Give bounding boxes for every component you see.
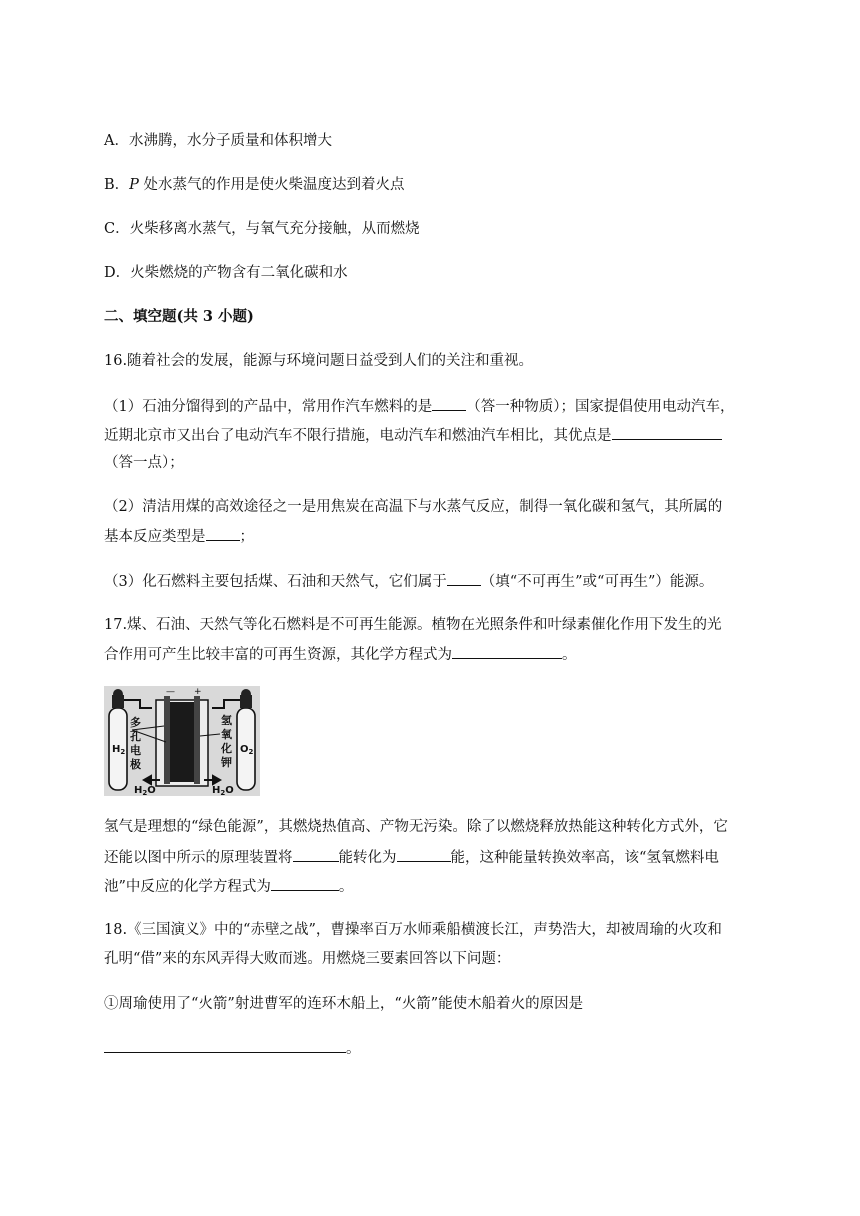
option-c: C．火柴移离水蒸气，与氧气充分接触，从而燃烧	[104, 221, 420, 237]
q18-line3: ①周瑜使用了“火箭”射进曹军的连环木船上，“火箭”能使木船着火的原因是	[104, 996, 584, 1012]
q17-para-text-b1: 还能以图中所示的原理装置将	[104, 850, 293, 866]
q16-part1-text-b: （答一种物质）；国家提倡使用电动汽车，	[466, 399, 735, 415]
option-b-variable: P	[129, 177, 139, 193]
answer-blank[interactable]	[206, 526, 240, 541]
answer-blank[interactable]	[612, 425, 722, 440]
q16-part1-line2	[104, 425, 764, 446]
option-d: D．火柴燃烧的产物含有二氧化碳和水	[104, 265, 348, 281]
label-water-left: $H_2O$	[134, 785, 156, 796]
option-b-prefix: B．	[104, 177, 130, 193]
q16-part1-text-c: 近期北京市又出台了电动汽车不限行措施，电动汽车和燃油汽车相比，其优点是	[104, 428, 612, 444]
answer-blank[interactable]	[293, 847, 339, 862]
label-koh-3: 化	[221, 742, 232, 755]
label-koh-2: 氧	[221, 728, 232, 741]
q17-para-line3	[104, 876, 764, 897]
q17-line2	[104, 644, 764, 665]
q16-part2-text-b: 基本反应类型是	[104, 529, 206, 545]
label-porous-electrode-3: 电	[130, 744, 141, 757]
q16-part3-text-a: （3）化石燃料主要包括煤、石油和天然气，它们属于	[104, 574, 447, 590]
q17-para-text-b3: 能，这种能量转换效率高，该“氢氧燃料电	[450, 850, 719, 866]
q18-line1: 18.《三国演义》中的“赤壁之战”，曹操率百万水师乘船横渡长江，声势浩大，却被周瑜的火攻和	[104, 922, 722, 938]
q16-part1-line3: （答一点）；	[104, 455, 184, 471]
answer-blank[interactable]	[104, 1038, 346, 1053]
fuel-cell-diagram	[104, 686, 260, 796]
electrode-terminal-neg: —	[166, 687, 175, 697]
q18-line2: 孔明“借”来的东风弄得大败而逃。用燃烧三要素回答以下问题：	[104, 951, 511, 967]
option-a: A．水沸腾，水分子质量和体积增大	[104, 133, 332, 149]
q17-text-a: 合作用可产生比较丰富的可再生资源，其化学方程式为	[104, 647, 452, 663]
q17-para-text-b2: 能转化为	[338, 850, 397, 866]
q18-line4	[104, 1038, 764, 1059]
q16-part3-text-b: （填“不可再生”或“可再生”）能源。	[480, 574, 714, 590]
option-b-text: 处水蒸气的作用是使火柴温度达到着火点	[138, 177, 405, 193]
label-porous-electrode-4: 极	[130, 758, 141, 771]
answer-blank[interactable]	[271, 876, 339, 891]
q16-part2-line1: （2）清洁用煤的高效途径之一是用焦炭在高温下与水蒸气反应，制得一氧化碳和氢气，其所属的	[104, 499, 723, 515]
q17-para-line1: 氢气是理想的“绿色能源”，其燃烧热值高、产物无污染。除了以燃烧释放热能这种转化方式外，它	[104, 819, 728, 835]
electrode-terminal-pos: +	[194, 687, 202, 697]
q18-text-end: 。	[346, 1041, 361, 1057]
label-porous-electrode-2: 孔	[130, 730, 141, 743]
label-o2: $O_2$	[240, 744, 254, 756]
label-koh-1: 氢	[221, 714, 232, 727]
answer-blank[interactable]	[447, 571, 481, 586]
label-h2: $H_2$	[112, 744, 126, 756]
label-water-right: $H_2O$	[212, 785, 234, 796]
section-title: 二、填空题(共 3 小题)	[104, 308, 254, 325]
answer-blank[interactable]	[432, 396, 466, 411]
q16-part1-line1	[104, 396, 764, 417]
q17-para-text-c2: 。	[338, 879, 354, 895]
q17-para-line2	[104, 847, 764, 868]
q16-part2-text-c: ；	[239, 529, 254, 545]
q17-para-text-c1: 池”中反应的化学方程式为	[104, 879, 271, 895]
q16-part3	[104, 571, 764, 592]
answer-blank[interactable]	[452, 644, 562, 659]
label-koh-4: 钾	[221, 756, 232, 769]
q16-part2-line2	[104, 526, 764, 547]
q16-stem: 16.随着社会的发展，能源与环境问题日益受到人们的关注和重视。	[104, 353, 534, 369]
label-porous-electrode-1: 多	[130, 716, 141, 729]
q16-part1-text-a: （1）石油分馏得到的产品中，常用作汽车燃料的是	[104, 399, 433, 415]
q17-text-b: 。	[562, 647, 577, 663]
answer-blank[interactable]	[397, 847, 451, 862]
q17-line1: 17.煤、石油、天然气等化石燃料是不可再生能源。植物在光照条件和叶绿素催化作用下发生的光	[104, 617, 722, 633]
option-b	[104, 175, 764, 195]
